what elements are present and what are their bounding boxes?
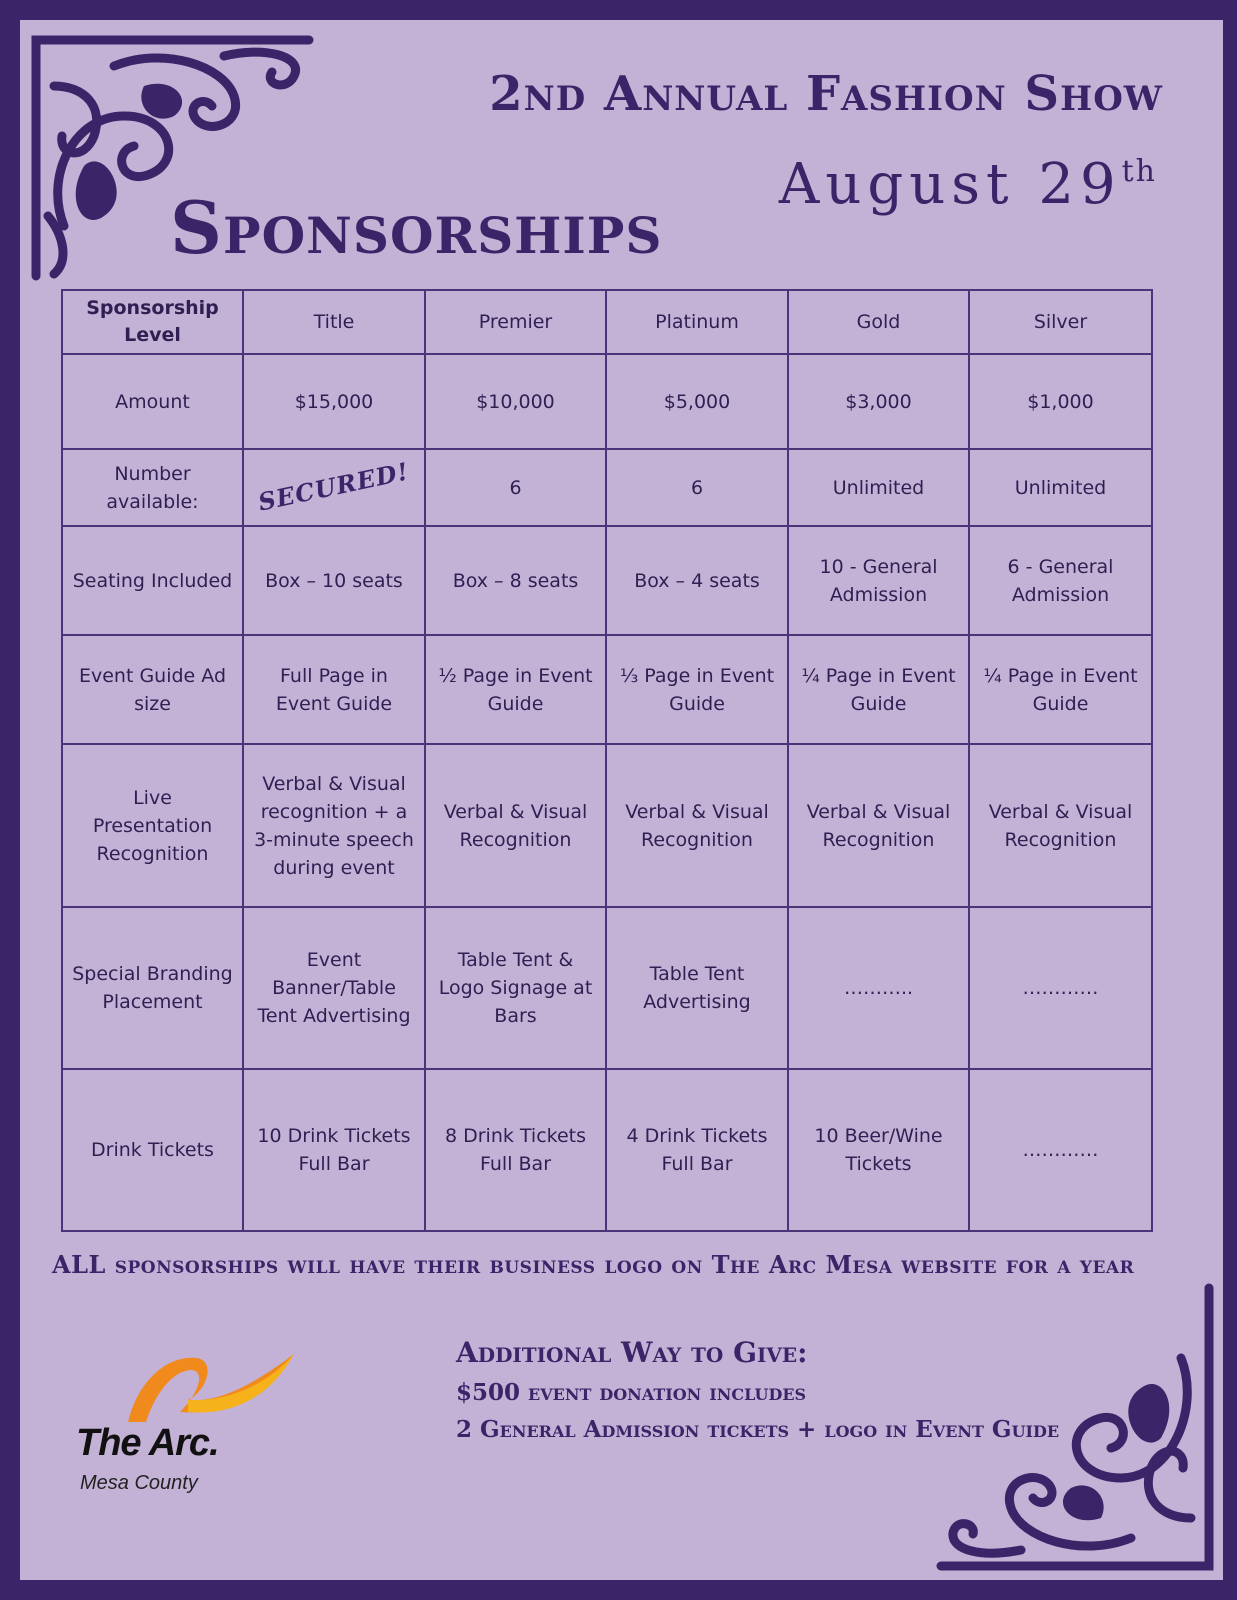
row-label: Number available: [62,449,243,526]
column-header: Platinum [606,290,788,354]
table-cell: Unlimited [788,449,969,526]
table-cell: $5,000 [606,354,788,449]
row-label: Special Branding Placement [62,907,243,1069]
table-cell: Event Banner/Table Tent Advertising [243,907,425,1069]
table-cell: 6 [606,449,788,526]
event-date [779,152,1157,217]
event-date-main: August 29 [778,152,1122,217]
table-cell: Box – 10 seats [243,526,425,635]
event-date-suffix: th [1121,154,1157,189]
row-label: Drink Tickets [62,1069,243,1231]
table-cell: 4 Drink Tickets Full Bar [606,1069,788,1231]
table-cell: Verbal & Visual Recognition [425,744,606,907]
giving-line-1: $500 event donation includes [456,1379,807,1406]
table-header-row [62,290,1152,354]
table-cell: $10,000 [425,354,606,449]
table-cell: Verbal & Visual Recognition [788,744,969,907]
sponsorship-table [61,289,1153,1232]
row-label: Live Presentation Recognition [62,744,243,907]
table-row [62,1069,1152,1231]
table-row [62,635,1152,744]
table-cell: 10 Beer/Wine Tickets [788,1069,969,1231]
table-cell: Verbal & Visual recognition + a 3-minute speech during event [243,744,425,907]
table-cell: $3,000 [788,354,969,449]
row-label: Seating Included [62,526,243,635]
table-cell: ¼ Page in Event Guide [788,635,969,744]
table-row [62,526,1152,635]
table-cell [243,449,425,526]
table-cell: Verbal & Visual Recognition [969,744,1152,907]
giving-line-2: 2 General Admission tickets + logo in Event Guide [456,1416,1060,1443]
table-cell: Box – 8 seats [425,526,606,635]
table-cell: ⅓ Page in Event Guide [606,635,788,744]
table-cell: ½ Page in Event Guide [425,635,606,744]
logo-subtitle: Mesa County [80,1472,198,1494]
column-header: Silver [969,290,1152,354]
secured-stamp: SECURED! [255,455,412,517]
table-cell: 6 [425,449,606,526]
arc-swoosh-icon [76,1350,316,1430]
sponsorship-note: ALL sponsorships will have their business logo on The Arc Mesa website for a year [52,1250,1135,1279]
column-header: Sponsorship Level [62,290,243,354]
table-cell: 8 Drink Tickets Full Bar [425,1069,606,1231]
arc-logo [76,1350,316,1500]
table-cell: ……….. [788,907,969,1069]
table-cell: Unlimited [969,449,1152,526]
column-header: Premier [425,290,606,354]
row-label: Event Guide Ad size [62,635,243,744]
column-header: Title [243,290,425,354]
table-cell: $15,000 [243,354,425,449]
table-cell: ………… [969,907,1152,1069]
additional-giving [456,1336,1076,1453]
event-title: 2nd Annual Fashion Show [489,66,1163,122]
table-cell: Full Page in Event Guide [243,635,425,744]
giving-title: Additional Way to Give: [456,1336,808,1369]
table-cell: ¼ Page in Event Guide [969,635,1152,744]
table-cell: Table Tent Advertising [606,907,788,1069]
table-row [62,907,1152,1069]
table-cell: Table Tent & Logo Signage at Bars [425,907,606,1069]
table-cell: $1,000 [969,354,1152,449]
page-heading: Sponsorships [170,185,663,270]
flyer-page [20,20,1223,1580]
table-cell: ………… [969,1069,1152,1231]
table-cell: Box – 4 seats [606,526,788,635]
table-row [62,449,1152,526]
table-row [62,354,1152,449]
table-row [62,744,1152,907]
table-cell: Verbal & Visual Recognition [606,744,788,907]
row-label: Amount [62,354,243,449]
table-cell: 10 Drink Tickets Full Bar [243,1069,425,1231]
table-cell: 10 - General Admission [788,526,969,635]
table-cell: 6 - General Admission [969,526,1152,635]
logo-name: The Arc. [76,1422,219,1464]
column-header: Gold [788,290,969,354]
